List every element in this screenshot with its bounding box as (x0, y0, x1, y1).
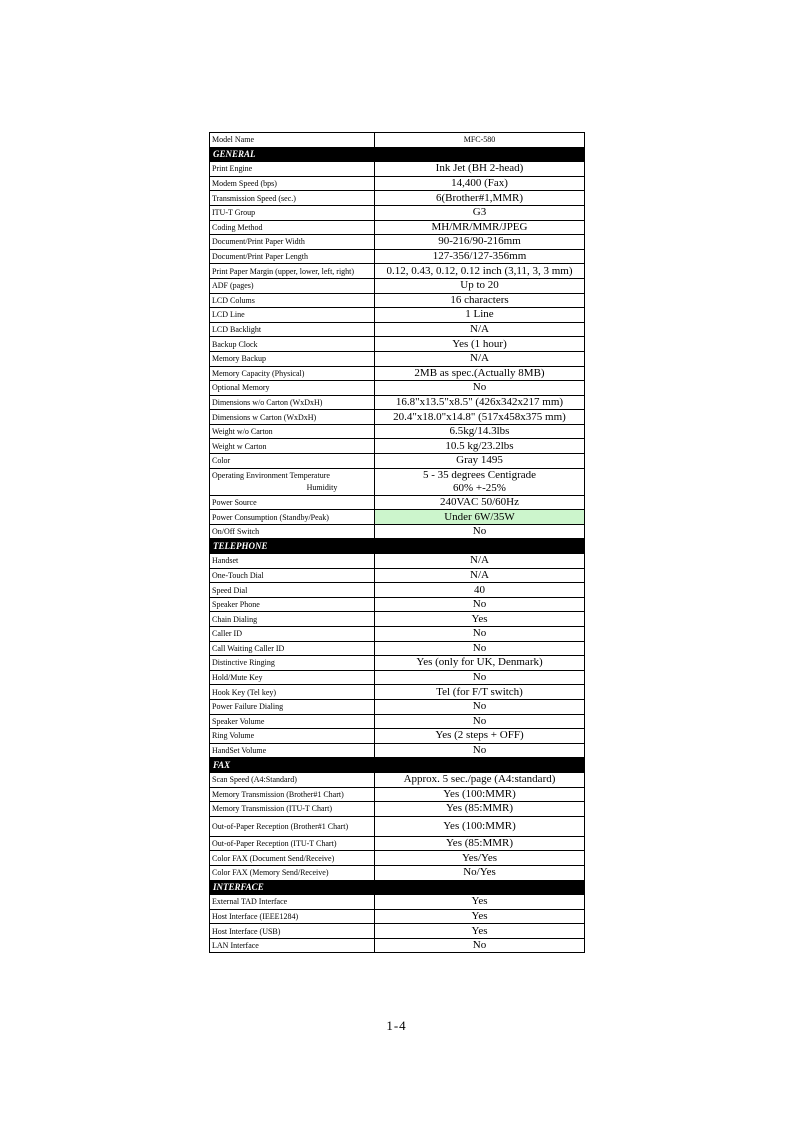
spec-value: Yes (85:MMR) (375, 836, 585, 851)
spec-value: 6.5kg/14.3lbs (375, 424, 585, 439)
spec-value: 20.4"x18.0"x14.8" (517x458x375 mm) (375, 410, 585, 425)
spec-label: Out-of-Paper Reception (Brother#1 Chart) (210, 816, 375, 836)
section-title: TELEPHONE (210, 539, 585, 554)
spec-label: Weight w/o Carton (210, 424, 375, 439)
spec-value: Gray 1495 (375, 454, 585, 469)
section-title: GENERAL (210, 147, 585, 162)
spec-value: Under 6W/35W (375, 510, 585, 525)
spec-value: Yes (375, 612, 585, 627)
spec-row (210, 787, 585, 802)
spec-row (210, 816, 585, 836)
spec-label: ITU-T Group (210, 205, 375, 220)
spec-label: Caller ID (210, 627, 375, 642)
spec-label: Memory Transmission (ITU-T Chart) (210, 802, 375, 817)
spec-row (210, 249, 585, 264)
spec-label: Memory Capacity (Physical) (210, 366, 375, 381)
section-header-interface (210, 880, 585, 895)
spec-label: Ring Volume (210, 729, 375, 744)
spec-value: No (375, 714, 585, 729)
spec-row (210, 583, 585, 598)
spec-row (210, 495, 585, 510)
spec-value: Yes (85:MMR) (375, 802, 585, 817)
spec-row (210, 772, 585, 787)
spec-label: Print Engine (210, 162, 375, 177)
spec-row (210, 627, 585, 642)
spec-value: 10.5 kg/23.2lbs (375, 439, 585, 454)
spec-value: No (375, 641, 585, 656)
spec-label: Host Interface (USB) (210, 924, 375, 939)
spec-row (210, 895, 585, 910)
spec-value: N/A (375, 351, 585, 366)
spec-value: G3 (375, 205, 585, 220)
page-number: 1-4 (386, 1018, 407, 1033)
spec-value: Yes (375, 909, 585, 924)
spec-value: Approx. 5 sec./page (A4:standard) (375, 772, 585, 787)
spec-label: LCD Backlight (210, 322, 375, 337)
spec-label: Scan Speed (A4:Standard) (210, 772, 375, 787)
section-header-telephone (210, 539, 585, 554)
spec-value: Ink Jet (BH 2-head) (375, 162, 585, 177)
spec-label: Color FAX (Document Send/Receive) (210, 851, 375, 866)
spec-label: Speed Dial (210, 583, 375, 598)
spec-value: Yes (2 steps + OFF) (375, 729, 585, 744)
spec-row (210, 699, 585, 714)
spec-row (210, 685, 585, 700)
spec-label: Backup Clock (210, 337, 375, 352)
spec-label: Dimensions w Carton (WxDxH) (210, 410, 375, 425)
spec-row (210, 729, 585, 744)
model-name-label: Model Name (210, 133, 375, 148)
spec-row (210, 743, 585, 758)
section-title: FAX (210, 758, 585, 773)
spec-row (210, 322, 585, 337)
spec-label: Coding Method (210, 220, 375, 235)
spec-row (210, 802, 585, 817)
spec-value: 16.8"x13.5"x8.5" (426x342x217 mm) (375, 395, 585, 410)
spec-label: Optional Memory (210, 381, 375, 396)
spec-label: External TAD Interface (210, 895, 375, 910)
spec-value: 40 (375, 583, 585, 598)
spec-label: Power Consumption (Standby/Peak) (210, 510, 375, 525)
spec-value: No (375, 670, 585, 685)
model-name-value: MFC-580 (375, 133, 585, 148)
spec-value: Yes (375, 924, 585, 939)
spec-row (210, 641, 585, 656)
spec-value: 1 Line (375, 308, 585, 323)
spec-row (210, 865, 585, 880)
spec-value: Tel (for F/T switch) (375, 685, 585, 700)
spec-value: No (375, 938, 585, 953)
spec-row (210, 308, 585, 323)
spec-label: Out-of-Paper Reception (ITU-T Chart) (210, 836, 375, 851)
spec-value: 16 characters (375, 293, 585, 308)
spec-row (210, 220, 585, 235)
spec-label: Print Paper Margin (upper, lower, left, right) (210, 264, 375, 279)
spec-value: No (375, 381, 585, 396)
spec-value: 90-216/90-216mm (375, 235, 585, 250)
spec-value: Yes (only for UK, Denmark) (375, 656, 585, 671)
spec-value: 240VAC 50/60Hz (375, 495, 585, 510)
spec-value: Up to 20 (375, 278, 585, 293)
spec-label: Power Source (210, 495, 375, 510)
spec-row (210, 670, 585, 685)
spec-row (210, 235, 585, 250)
spec-label: On/Off Switch (210, 524, 375, 539)
spec-value: No (375, 524, 585, 539)
spec-row (210, 836, 585, 851)
spec-value: 2MB as spec.(Actually 8MB) (375, 366, 585, 381)
spec-row (210, 176, 585, 191)
spec-row (210, 395, 585, 410)
spec-label: Color FAX (Memory Send/Receive) (210, 865, 375, 880)
section-title: INTERFACE (210, 880, 585, 895)
spec-label: LCD Colums (210, 293, 375, 308)
spec-value: Yes (1 hour) (375, 337, 585, 352)
spec-row (210, 439, 585, 454)
section-header-general (210, 147, 585, 162)
spec-value: No/Yes (375, 865, 585, 880)
spec-row (210, 191, 585, 206)
spec-label: Document/Print Paper Width (210, 235, 375, 250)
spec-label: Document/Print Paper Length (210, 249, 375, 264)
spec-label: Power Failure Dialing (210, 699, 375, 714)
spec-label: Hold/Mute Key (210, 670, 375, 685)
spec-value: N/A (375, 322, 585, 337)
spec-label: One-Touch Dial (210, 568, 375, 583)
spec-label: ADF (pages) (210, 278, 375, 293)
spec-value: 0.12, 0.43, 0.12, 0.12 inch (3,11, 3, 3 mm) (375, 264, 585, 279)
spec-value-line: 5 - 35 degrees Centigrade (422, 468, 536, 481)
spec-label: HandSet Volume (210, 743, 375, 758)
spec-label-line: Humidity (306, 482, 338, 492)
spec-label: Handset (210, 554, 375, 569)
spec-label: Chain Dialing (210, 612, 375, 627)
spec-value: No (375, 743, 585, 758)
spec-row (210, 938, 585, 953)
spec-value: No (375, 699, 585, 714)
spec-value: MH/MR/MMR/JPEG (375, 220, 585, 235)
spec-label: Distinctive Ringing (210, 656, 375, 671)
spec-row (210, 162, 585, 177)
spec-row (210, 924, 585, 939)
spec-label: Memory Transmission (Brother#1 Chart) (210, 787, 375, 802)
spec-label: Host Interface (IEEE1284) (210, 909, 375, 924)
spec-row (210, 351, 585, 366)
spec-label: Hook Key (Tel key) (210, 685, 375, 700)
spec-value: Yes (100:MMR) (375, 787, 585, 802)
spec-row (210, 510, 585, 525)
spec-row (210, 568, 585, 583)
spec-row (210, 424, 585, 439)
spec-label: Transmission Speed (sec.) (210, 191, 375, 206)
spec-row (210, 468, 585, 495)
section-header-fax (210, 758, 585, 773)
spec-label: LCD Line (210, 308, 375, 323)
spec-row (210, 714, 585, 729)
spec-label: Speaker Phone (210, 597, 375, 612)
spec-row (210, 410, 585, 425)
spec-label: LAN Interface (210, 938, 375, 953)
spec-value: Yes (375, 895, 585, 910)
spec-row (210, 597, 585, 612)
spec-row (210, 293, 585, 308)
spec-row (210, 205, 585, 220)
spec-row (210, 381, 585, 396)
spec-value (375, 468, 585, 495)
spec-row (210, 278, 585, 293)
spec-label-line: Operating Environment Temperature (212, 470, 330, 480)
spec-label: Call Waiting Caller ID (210, 641, 375, 656)
spec-value: 127-356/127-356mm (375, 249, 585, 264)
spec-table (209, 132, 585, 953)
spec-value: 6(Brother#1,MMR) (375, 191, 585, 206)
spec-row (210, 524, 585, 539)
spec-row (210, 337, 585, 352)
spec-row (210, 656, 585, 671)
spec-label: Dimensions w/o Carton (WxDxH) (210, 395, 375, 410)
spec-value: N/A (375, 568, 585, 583)
spec-label: Speaker Volume (210, 714, 375, 729)
spec-row (210, 909, 585, 924)
spec-value: No (375, 597, 585, 612)
spec-label: Modem Speed (bps) (210, 176, 375, 191)
spec-row (210, 554, 585, 569)
spec-value: N/A (375, 554, 585, 569)
spec-label: Weight w Carton (210, 439, 375, 454)
spec-value: Yes (100:MMR) (375, 816, 585, 836)
spec-row (210, 851, 585, 866)
spec-table-body (210, 133, 585, 953)
spec-value: No (375, 627, 585, 642)
spec-value: Yes/Yes (375, 851, 585, 866)
spec-value: 14,400 (Fax) (375, 176, 585, 191)
spec-label (210, 468, 375, 495)
spec-label: Memory Backup (210, 351, 375, 366)
spec-row (210, 612, 585, 627)
header-row (210, 133, 585, 148)
spec-value-line: 60% +-25% (453, 481, 506, 494)
spec-row (210, 264, 585, 279)
spec-label: Color (210, 454, 375, 469)
spec-row (210, 366, 585, 381)
spec-row (210, 454, 585, 469)
